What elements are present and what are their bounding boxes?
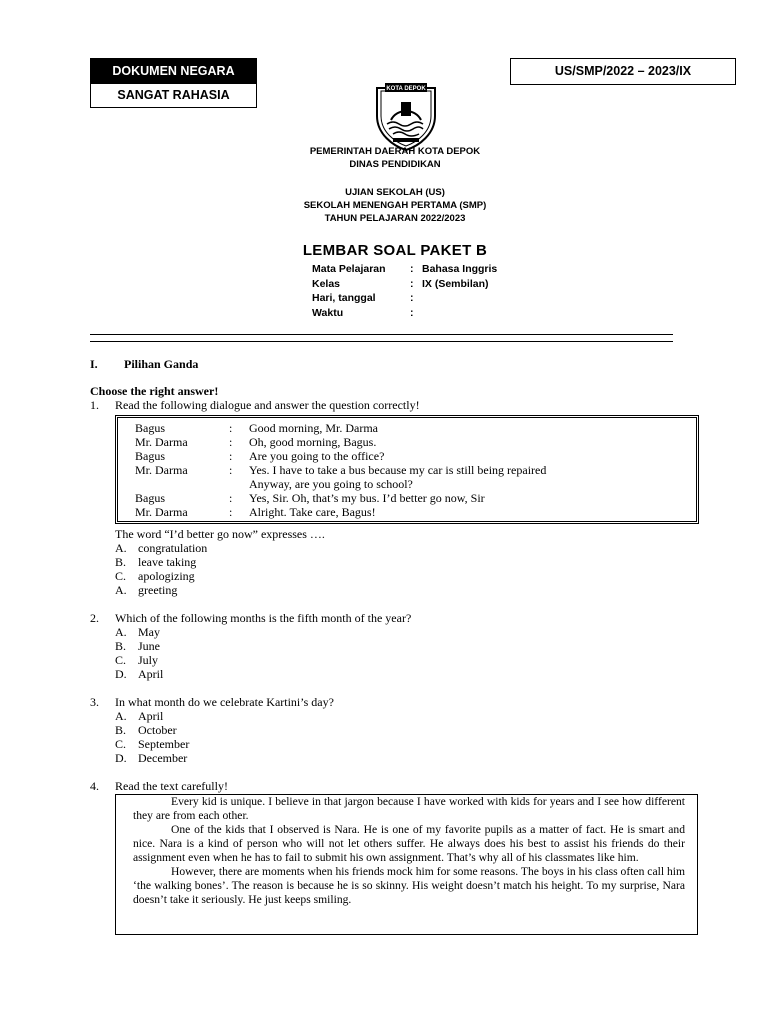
dialogue-line: [135, 477, 413, 491]
question-prompt: Read the following dialogue and answer the question correctly!: [115, 398, 420, 412]
meta-value: IX (Sembilan): [422, 277, 489, 290]
option-text: May: [138, 625, 160, 639]
option-text: congratulation: [138, 541, 208, 555]
dialogue-separator: :: [229, 435, 233, 449]
section-title: Pilihan Ganda: [124, 357, 199, 371]
answer-option[interactable]: [115, 639, 160, 653]
dialogue-line: [135, 463, 546, 477]
option-letter: A.: [115, 625, 127, 639]
answer-option[interactable]: [115, 569, 195, 583]
dialogue-speaker: Bagus: [135, 491, 165, 505]
question-number: 2.: [90, 611, 99, 625]
dialogue-line: [135, 421, 378, 435]
meta-separator: :: [410, 306, 414, 319]
dialogue-separator: :: [229, 421, 233, 435]
dialogue-line: [135, 491, 485, 505]
document-classification-label: DOKUMEN NEGARA: [91, 59, 256, 83]
meta-row-time: [312, 306, 497, 321]
question-prompt: In what month do we celebrate Kartini’s day?: [115, 695, 334, 709]
option-text: December: [138, 751, 188, 765]
option-text: September: [138, 737, 190, 751]
option-letter: D.: [115, 751, 127, 765]
dialogue-text: Anyway, are you going to school?: [249, 477, 413, 491]
option-letter: B.: [115, 555, 127, 569]
header-divider: [90, 334, 673, 335]
question-number: 3.: [90, 695, 99, 709]
option-letter: B.: [115, 639, 127, 653]
dialogue-text: Oh, good morning, Bagus.: [249, 435, 377, 449]
option-text: apologizing: [138, 569, 195, 583]
answer-option[interactable]: [115, 723, 177, 737]
dialogue-line: [135, 435, 376, 449]
option-text: greeting: [138, 583, 178, 597]
department-name: DINAS PENDIDIKAN: [349, 159, 441, 170]
dialogue-speaker: Mr. Darma: [135, 463, 188, 477]
passage-paragraph: Every kid is unique. I believe in that jargon because I have worked with kids for years and I see how different they are from each other.: [133, 795, 685, 822]
dialogue-text: Alright. Take care, Bagus!: [249, 505, 376, 519]
option-text: April: [138, 709, 164, 723]
option-letter: A.: [115, 541, 127, 555]
option-letter: A.: [115, 709, 127, 723]
passage-paragraph: However, there are moments when his friends mock him for some reasons. The boys in his class often call him ‘the walking bones’. The reason is because he is so skinny. His weight doesn’t match his height. To my surprise, Nara doesn’t take it seriously. He just keeps smiling.: [133, 865, 685, 906]
answer-option[interactable]: [115, 653, 158, 667]
reading-passage: [115, 794, 698, 935]
answer-option[interactable]: [115, 625, 160, 639]
secrecy-label: SANGAT RAHASIA: [91, 83, 256, 107]
dialogue-separator: :: [229, 491, 233, 505]
meta-row-subject: [312, 262, 497, 277]
option-text: leave taking: [138, 555, 197, 569]
logo-banner-text: KOTA DEPOK: [386, 86, 426, 92]
dialogue-separator: :: [229, 449, 233, 463]
option-letter: D.: [115, 667, 127, 681]
meta-separator: :: [410, 292, 414, 304]
document-classification-box: [90, 58, 257, 108]
answer-option[interactable]: [115, 541, 207, 555]
question-text: The word “I’d better go now” expresses ….: [115, 527, 325, 541]
option-text: July: [138, 653, 159, 667]
meta-label: Hari, tanggal: [312, 292, 376, 304]
answer-option[interactable]: [115, 737, 189, 751]
issuer-name: PEMERINTAH DAERAH KOTA DEPOK: [309, 146, 481, 157]
school-level: SEKOLAH MENENGAH PERTAMA (SMP): [303, 200, 487, 211]
question-number: 1.: [90, 398, 99, 412]
document-code-box: US/SMP/2022 – 2023/IX: [510, 58, 736, 85]
meta-label: Mata Pelajaran: [312, 263, 386, 275]
meta-row-class: [312, 277, 497, 292]
dialogue-speaker: Mr. Darma: [135, 505, 188, 519]
answer-option[interactable]: [115, 555, 196, 569]
header-divider-thin: [90, 341, 673, 342]
dialogue-box: [115, 415, 699, 524]
meta-value: Bahasa Inggris: [422, 263, 498, 275]
exam-name: UJIAN SEKOLAH (US): [345, 187, 445, 198]
dialogue-separator: :: [229, 463, 233, 477]
meta-label: Waktu: [312, 306, 344, 319]
kota-depok-crest-icon: [373, 80, 439, 152]
meta-row-date: [312, 291, 497, 306]
option-letter: C.: [115, 569, 127, 583]
option-letter: C.: [115, 653, 127, 667]
dialogue-speaker: Bagus: [135, 449, 165, 463]
answer-option[interactable]: [115, 583, 177, 597]
meta-separator: :: [410, 277, 414, 290]
dialogue-line: [135, 505, 376, 519]
dialogue-text: Yes. I have to take a bus because my car is still being repaired: [249, 463, 547, 477]
dialogue-text: Are you going to the office?: [249, 449, 385, 463]
page-title: LEMBAR SOAL PAKET B: [302, 242, 488, 259]
option-letter: A.: [115, 583, 127, 597]
option-text: October: [138, 723, 177, 737]
dialogue-line: [135, 449, 384, 463]
meta-separator: :: [410, 263, 414, 275]
question-number: 4.: [90, 779, 99, 793]
meta-label: Kelas: [312, 277, 341, 290]
dialogue-text: Yes, Sir. Oh, that’s my bus. I’d better go now, Sir: [249, 491, 485, 505]
academic-year: TAHUN PELAJARAN 2022/2023: [324, 213, 466, 224]
dialogue-speaker: Bagus: [135, 421, 165, 435]
question-prompt: Read the text carefully!: [115, 779, 228, 793]
section-number: I.: [90, 357, 98, 371]
passage-paragraph: One of the kids that I observed is Nara. He is one of my favorite pupils as a matter of fact. He is smart and nice. Nara is a kind of person who will not let others suffer. He always does his best to assist his friends do their assignment even when he has to fail to submit his own assignment. That’s why all of his classmates like him.: [133, 823, 685, 864]
option-text: June: [138, 639, 160, 653]
answer-option[interactable]: [115, 667, 163, 681]
question-prompt: Which of the following months is the fifth month of the year?: [115, 611, 412, 625]
dialogue-speaker: Mr. Darma: [135, 435, 188, 449]
exam-meta: [312, 262, 497, 320]
answer-option[interactable]: [115, 751, 187, 765]
option-text: April: [138, 667, 164, 681]
dialogue-text: Good morning, Mr. Darma: [249, 421, 378, 435]
dialogue-separator: :: [229, 505, 233, 519]
option-letter: C.: [115, 737, 127, 751]
answer-option[interactable]: [115, 709, 163, 723]
option-letter: B.: [115, 723, 127, 737]
instruction: Choose the right answer!: [90, 384, 219, 398]
